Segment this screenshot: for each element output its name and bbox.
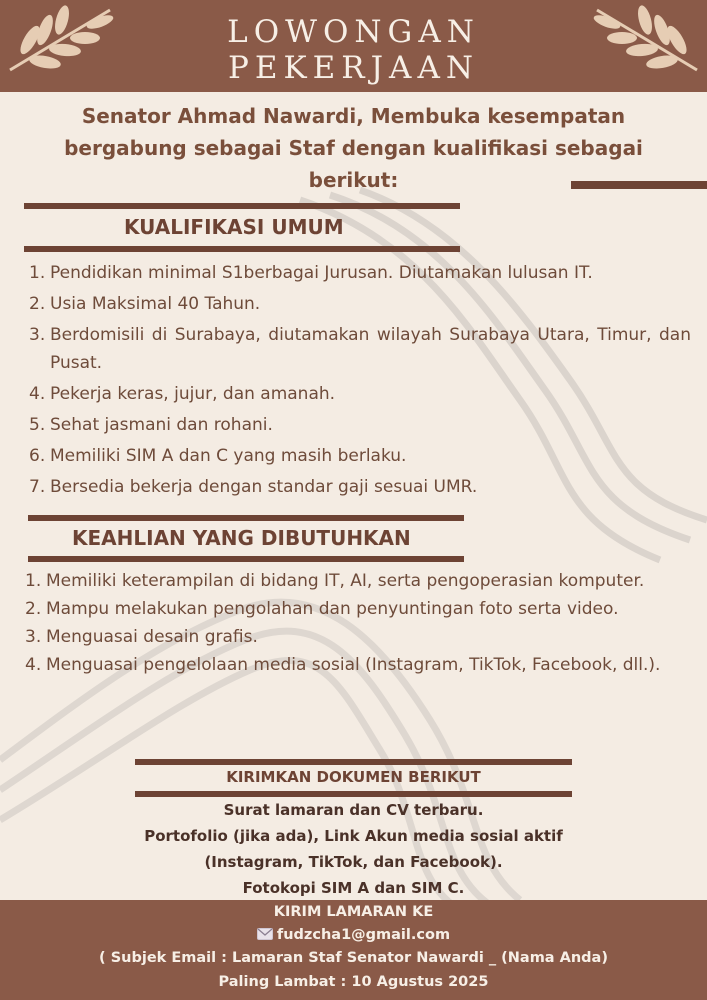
list-item (25, 623, 689, 651)
list-number: 3. (29, 325, 46, 345)
footer-subject: ( Subjek Email : Lamaran Staf Senator Nawardi _ (Nama Anda) (99, 950, 608, 966)
divider-bar (571, 181, 707, 189)
divider-bar (24, 246, 460, 252)
list-item (25, 567, 689, 595)
divider-bar (24, 203, 460, 209)
list-text: Sehat jasmani dan rohani. (50, 415, 273, 435)
list-text: Pekerja keras, jujur, dan amanah. (50, 384, 336, 404)
list-item (29, 321, 691, 377)
envelope-icon (257, 928, 273, 940)
list-item (25, 595, 689, 623)
list-text: Bersedia bekerja dengan standar gaji sesuai UMR. (50, 477, 478, 497)
section-heading-dokumen: KIRIMKAN DOKUMEN BERIKUT (226, 768, 481, 786)
section-heading-keahlian: KEAHLIAN YANG DIBUTUHKAN (72, 526, 411, 550)
keahlian-list (25, 567, 689, 679)
intro-line: bergabung sebagai Staf dengan kualifikasi sebagai (64, 136, 643, 160)
list-text: Menguasai pengelolaan media sosial (Instagram, TikTok, Facebook, dll.). (46, 655, 661, 675)
list-number: 1. (29, 263, 46, 283)
list-number: 7. (29, 477, 46, 497)
list-item (29, 380, 691, 408)
divider-bar (28, 515, 464, 521)
dokumen-item: Surat lamaran dan CV terbaru. (223, 801, 484, 819)
list-number: 2. (25, 599, 42, 619)
dokumen-item: Fotokopi SIM A dan SIM C. (242, 879, 465, 897)
list-text: Mampu melakukan pengolahan dan penyuntingan foto serta video. (46, 599, 619, 619)
footer-deadline: Paling Lambat : 10 Agustus 2025 (218, 974, 489, 990)
divider-bar (28, 556, 464, 562)
list-number: 1. (25, 571, 42, 591)
list-text: Berdomisili di Surabaya, diutamakan wilayah Surabaya Utara, Timur, dan Pusat. (50, 325, 691, 373)
kualifikasi-list (29, 259, 691, 504)
list-item (29, 442, 691, 470)
list-number: 5. (29, 415, 46, 435)
list-item (25, 651, 689, 679)
list-text: Menguasai desain grafis. (46, 627, 258, 647)
page-title-line1: LOWONGAN (227, 14, 480, 50)
dokumen-list (80, 797, 627, 901)
footer-email[interactable]: fudzcha1@gmail.com (276, 927, 451, 943)
footer-email-row (0, 927, 707, 943)
intro-line: berikut: (308, 168, 399, 192)
list-number: 4. (25, 655, 42, 675)
list-number: 2. (29, 294, 46, 314)
intro-line: Senator Ahmad Nawardi, Membuka kesempatan (81, 104, 626, 128)
list-text: Memiliki SIM A dan C yang masih berlaku. (50, 446, 407, 466)
list-text: Usia Maksimal 40 Tahun. (50, 294, 261, 314)
list-text: Memiliki keterampilan di bidang IT, AI, serta pengoperasian komputer. (46, 571, 645, 591)
list-text: Pendidikan minimal S1berbagai Jurusan. Diutamakan lulusan IT. (50, 263, 593, 283)
list-item (29, 473, 691, 501)
page-title-line2: PEKERJAAN (228, 50, 479, 86)
section-heading-kualifikasi: KUALIFIKASI UMUM (124, 215, 344, 239)
divider-bar (135, 759, 572, 765)
dokumen-item: (Instagram, TikTok, dan Facebook). (204, 853, 503, 871)
dokumen-item: Portofolio (jika ada), Link Akun media sosial aktif (144, 827, 563, 845)
list-item (29, 259, 691, 287)
list-number: 3. (25, 627, 42, 647)
list-number: 4. (29, 384, 46, 404)
footer-heading: KIRIM LAMARAN KE (273, 904, 434, 920)
list-item (29, 411, 691, 439)
list-number: 6. (29, 446, 46, 466)
list-item (29, 290, 691, 318)
